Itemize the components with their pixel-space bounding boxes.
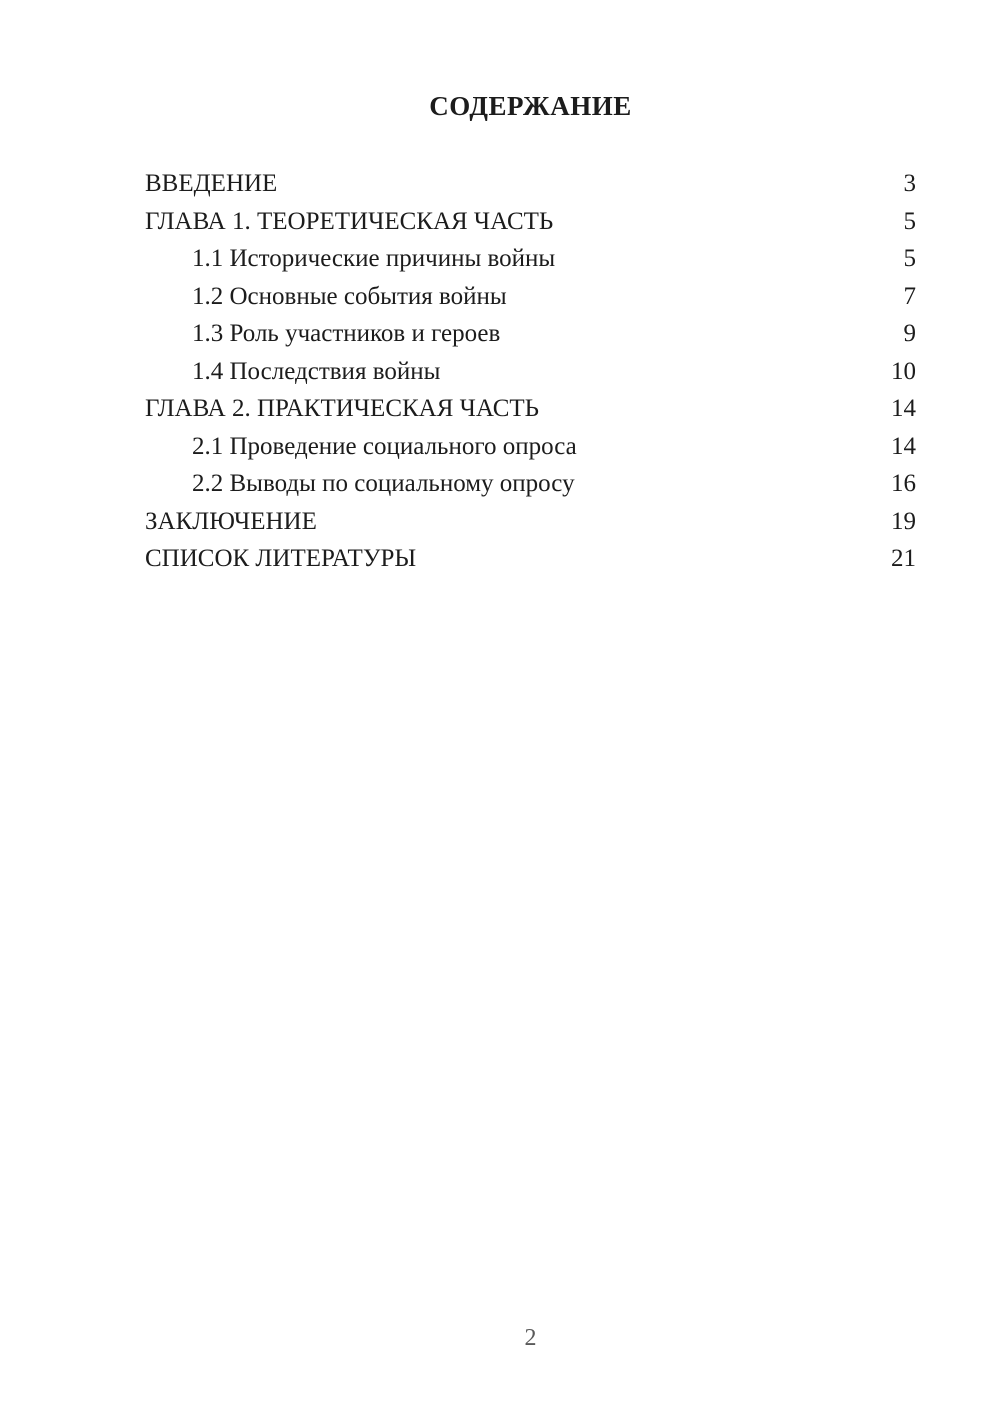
toc-entry-label: 2.2 Выводы по социальному опросу (192, 470, 575, 497)
toc-entry-page: 21 (891, 545, 916, 572)
toc-entry-label: 2.1 Проведение социального опроса (192, 432, 577, 460)
toc-row (145, 315, 916, 353)
toc-row (145, 203, 916, 241)
toc-entry-page: 10 (891, 357, 916, 385)
toc-entry-label: ЗАКЛЮЧЕНИЕ (145, 507, 317, 535)
toc-row (145, 390, 916, 428)
toc-row (145, 240, 916, 278)
toc-row (145, 428, 916, 466)
page-title: СОДЕРЖАНИЕ (429, 91, 632, 121)
toc-entry-label: ГЛАВА 1. ТЕОРЕТИЧЕСКАЯ ЧАСТЬ (145, 207, 554, 235)
toc-row (145, 165, 916, 203)
table-of-contents (145, 165, 916, 578)
toc-row (145, 278, 916, 316)
toc-row (145, 353, 916, 391)
toc-entry-page: 5 (903, 207, 916, 235)
toc-entry-label: СПИСОК ЛИТЕРАТУРЫ (145, 545, 417, 572)
toc-entry-label: 1.2 Основные события войны (192, 282, 507, 310)
toc-entry-page: 14 (891, 432, 916, 460)
toc-entry-label: 1.4 Последствия войны (192, 357, 441, 385)
toc-entry-page: 14 (891, 395, 916, 422)
toc-entry-page: 7 (903, 282, 916, 310)
toc-entry-label: 1.3 Роль участников и героев (192, 320, 501, 347)
toc-entry-label: 1.1 Исторические причины войны (192, 245, 556, 272)
toc-row (145, 540, 916, 578)
toc-entry-page: 19 (891, 507, 916, 535)
page-number: 2 (524, 1325, 537, 1351)
toc-entry-page: 5 (903, 245, 916, 272)
toc-row (145, 465, 916, 503)
toc-entry-page: 16 (891, 470, 916, 497)
toc-entry-page: 3 (903, 170, 916, 197)
toc-entry-page: 9 (903, 320, 916, 347)
toc-entry-label: ГЛАВА 2. ПРАКТИЧЕСКАЯ ЧАСТЬ (145, 395, 540, 422)
toc-row (145, 503, 916, 541)
toc-entry-label: ВВЕДЕНИЕ (145, 170, 278, 197)
